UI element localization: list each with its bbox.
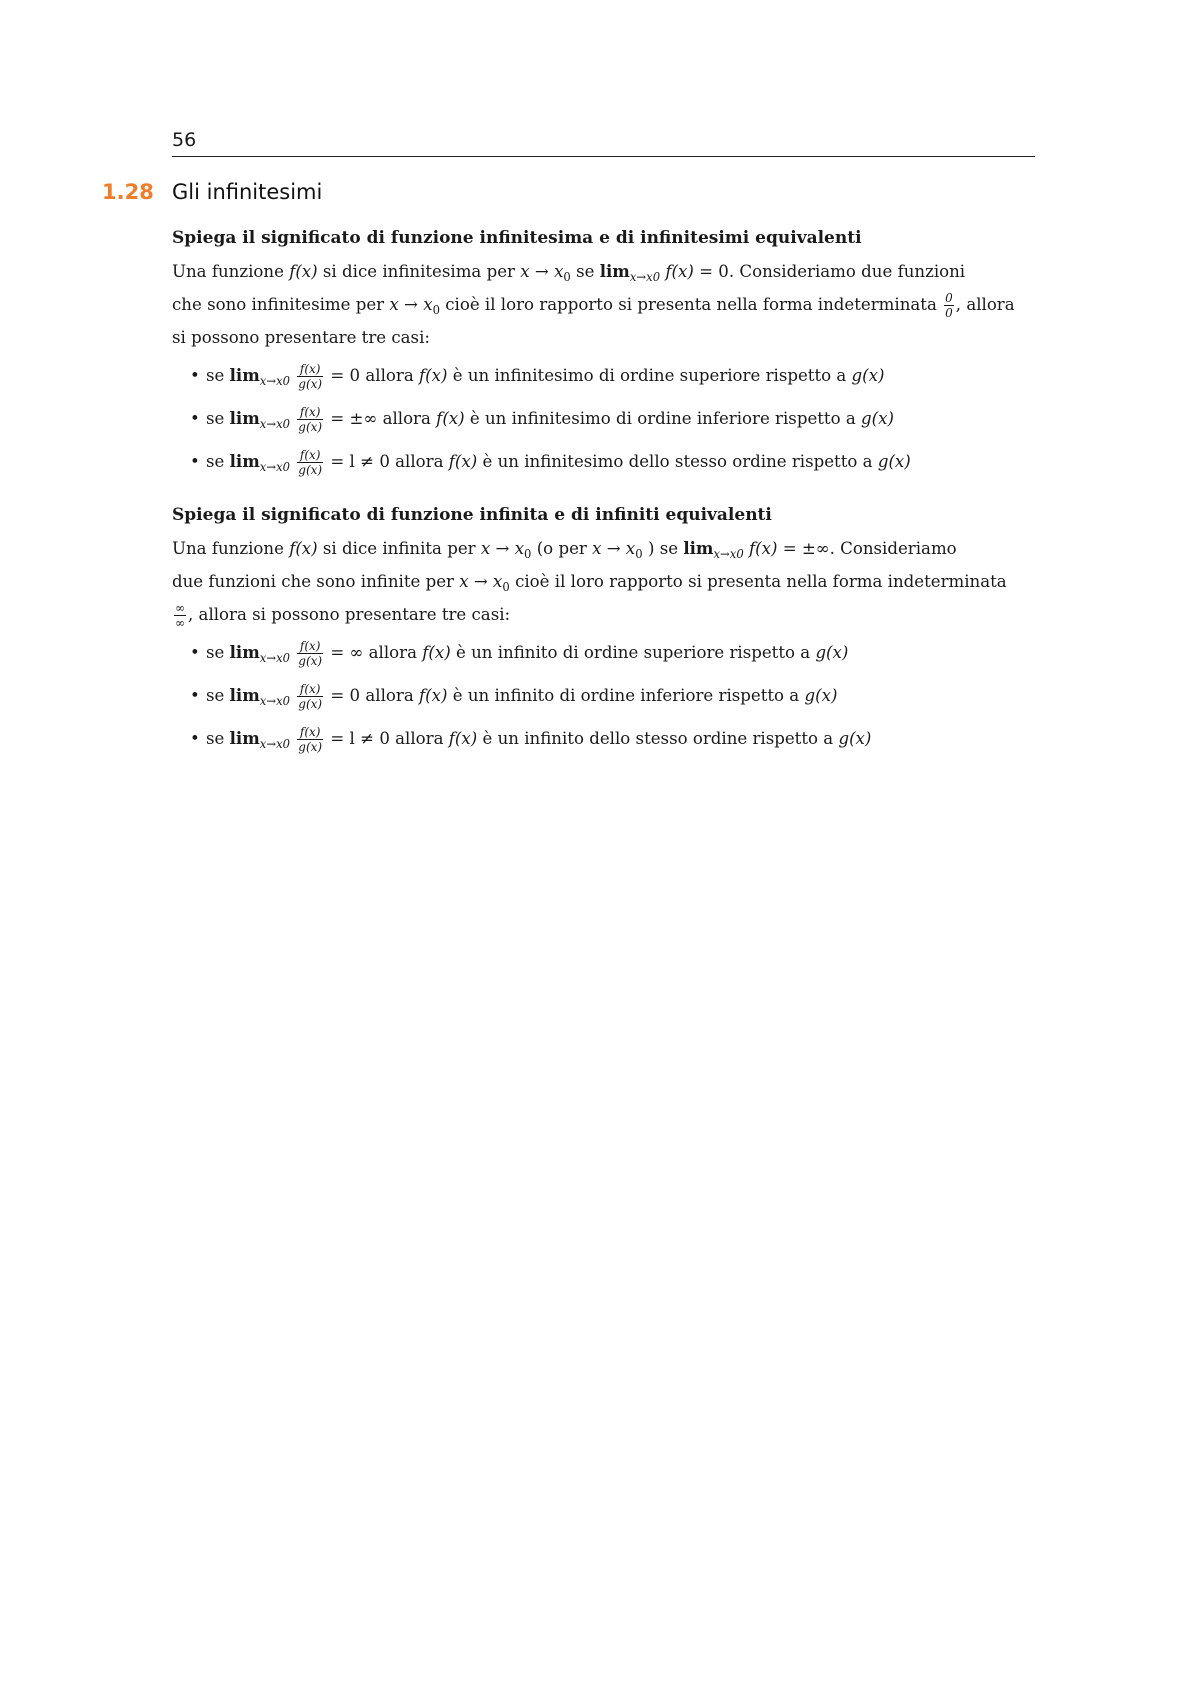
block2-list <box>172 631 1037 760</box>
block2-title: Spiega il significato di funzione infinita e di infiniti equivalenti <box>172 505 772 525</box>
list-item: • se $\lim_{x\to x0}$ $\frac{f(x)}{g(x)}$ = 0 allora f(x) è un infinitesimo di ordine superiore rispetto a g(x) <box>206 354 1037 397</box>
block1-title: Spiega il significato di funzione infinitesima e di infinitesimi equivalenti <box>172 228 862 248</box>
list-item: • se $\lim_{x\to x0}$ $\frac{f(x)}{g(x)}$ = ∞ allora f(x) è un infinito di ordine superiore rispetto a g(x) <box>206 631 1037 674</box>
page-number: 56 <box>172 128 1035 157</box>
block1-paragraph: Una funzione f(x) si dice infinitesima per $x \to x_0$ se $\lim_{x\to x0} f(x) = 0$. Consideriamo due funzioni che sono infinitesime per $x \to x_0$ cioè il loro rapporto si presenta nella forma indeterminata $\frac{0}{0}$ , allora si possono presentare tre casi: <box>172 261 1015 347</box>
block2-paragraph: Una funzione f(x) si dice infinita per $x \to x_0$ (o per $x \to x_0$ ) se $\lim_{x\to x0} f(x)$ = ±∞. Consideriamo due funzioni che sono infinite per $x \to x_0$ cioè il loro rapporto si presenta nella forma indeterminata $\frac{\infty}{\infty}$ , allora si possono presentare tre casi: <box>172 538 1007 630</box>
section-title: Gli infinitesimi <box>172 180 323 204</box>
list-item: • se $\lim_{x\to x0}$ $\frac{f(x)}{g(x)}$ = ±∞ allora f(x) è un infinitesimo di ordine inferiore rispetto a g(x) <box>206 397 1037 440</box>
list-item: • se $\lim_{x\to x0}$ $\frac{f(x)}{g(x)}$ = l ≠ 0 allora f(x) è un infinitesimo dello stesso ordine rispetto a g(x) <box>206 440 1037 483</box>
section-number: 1.28 <box>102 180 154 204</box>
section-heading <box>102 178 322 206</box>
block1-list <box>172 354 1037 483</box>
list-item: • se $\lim_{x\to x0}$ $\frac{f(x)}{g(x)}$ = 0 allora f(x) è un infinito di ordine inferiore rispetto a g(x) <box>206 674 1037 717</box>
content <box>172 222 1037 760</box>
list-item: • se $\lim_{x\to x0}$ $\frac{f(x)}{g(x)}$ = l ≠ 0 allora f(x) è un infinito dello stesso ordine rispetto a g(x) <box>206 717 1037 760</box>
